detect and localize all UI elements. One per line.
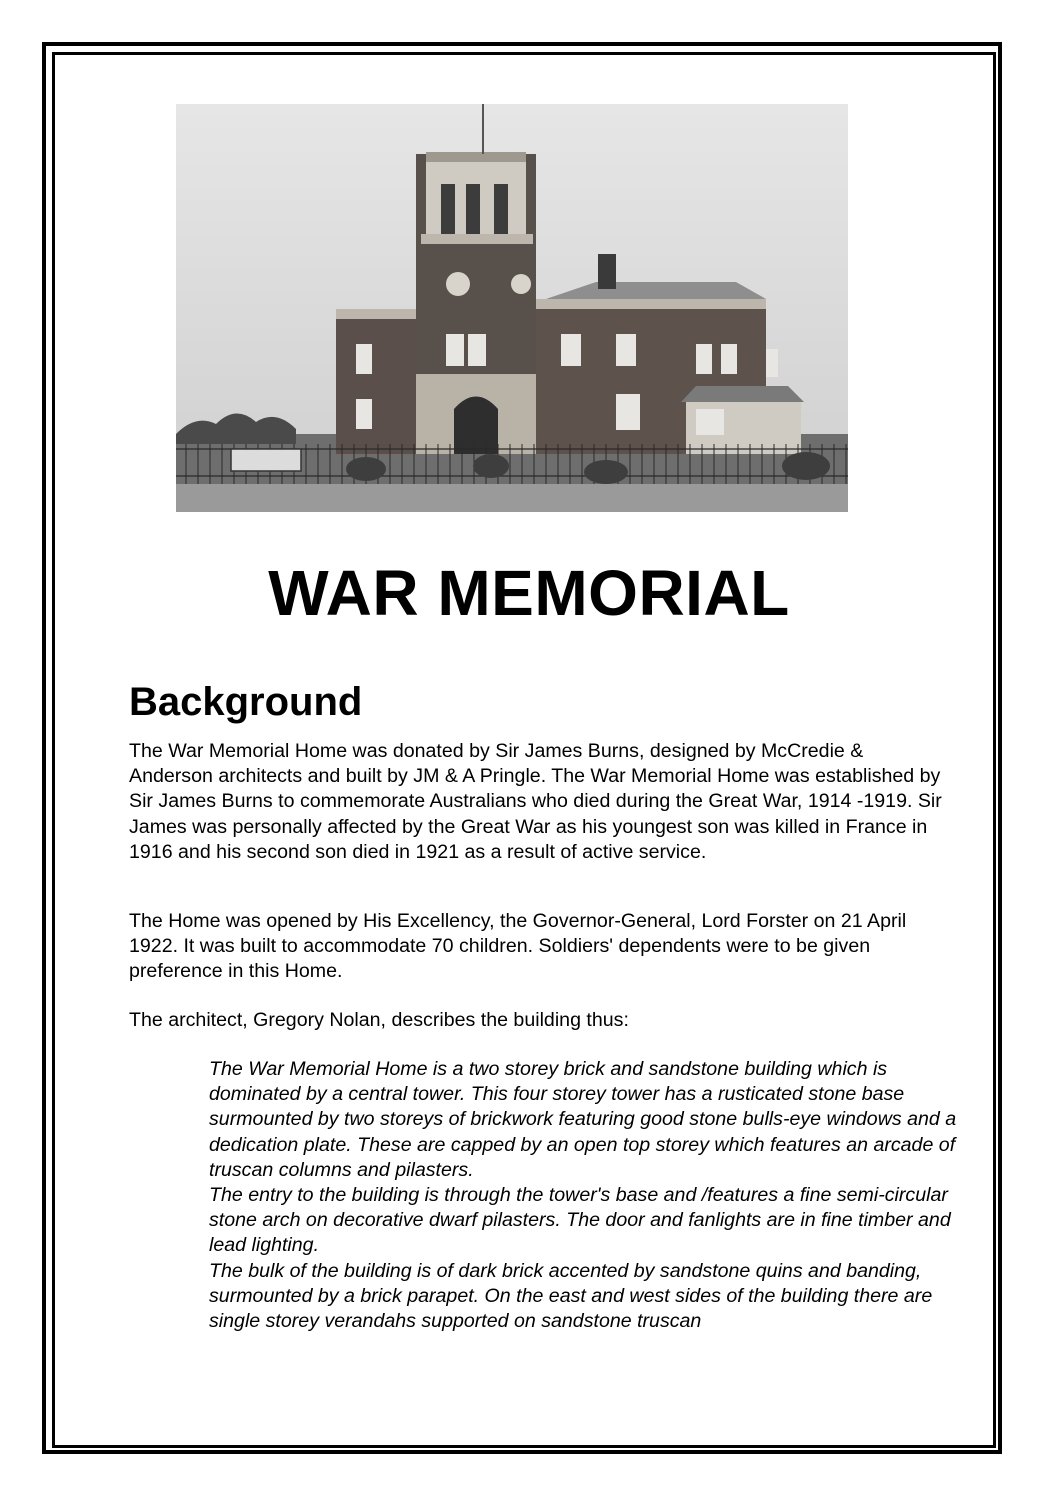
- paragraph-opening: The Home was opened by His Excellency, the Governor-General, Lord Forster on 21 April 1922. It was built to accommodate 70 children. Soldiers' dependents were to be given preference in this Home.: [129, 910, 907, 983]
- architect-quote: [209, 1057, 969, 1334]
- paragraph-history: The War Memorial Home was donated by Sir James Burns, designed by McCredie & Anderson architects and built by JM & A Pringle. The War Memorial Home was established by Sir James Burns to commemorate Australians who died during the Great War, 1914 -1919. Sir James was personally affected by the Great War as his youngest son was killed in France in 1916 and his second son died in 1921 as a result of active service.: [129, 740, 942, 863]
- quote-paragraph: The bulk of the building is of dark brick accented by sandstone quins and banding, surmounted by a brick parapet. On the east and west sides of the building there are single storey verandahs supported on sandstone truscan: [209, 1259, 933, 1333]
- quote-paragraph: The entry to the building is through the tower's base and /features a fine semi-circular stone arch on decorative dwarf pilasters. The door and fanlights are in fine timber and lead lighting.: [209, 1184, 951, 1257]
- paragraph-architect-intro: The architect, Gregory Nolan, describes the building thus:: [129, 1009, 629, 1031]
- building-photo: [176, 104, 848, 512]
- page-title: WAR MEMORIAL: [268, 557, 790, 629]
- section-heading: Background: [129, 680, 363, 724]
- quote-paragraph: The War Memorial Home is a two storey brick and sandstone building which is dominated by a central tower. This four storey tower has a rusticated stone base surmounted by two storeys of brickwork featuring good stone bulls-eye windows and a dedication plate. These are capped by an open top storey which features an arcade of truscan columns and pilasters.: [209, 1058, 957, 1181]
